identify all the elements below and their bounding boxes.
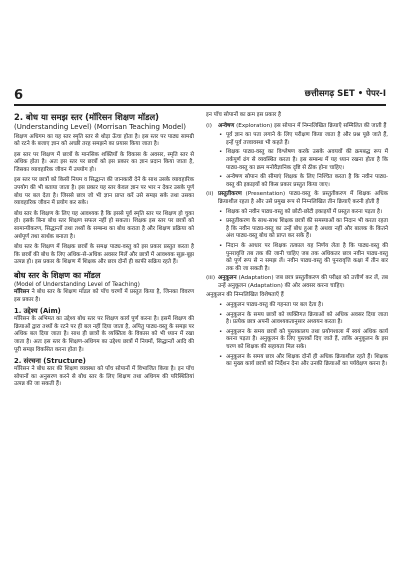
section-heading-model: बोध स्तर के शिक्षण का मॉडल <box>14 271 101 280</box>
paragraph: इन पाँच सोपानों का क्रम इस प्रकार है <box>206 112 281 118</box>
paragraph-text: ने बोध स्तर के शिक्षण मॉडल को पाँच चरणों में प्रस्तुत किया है, जिनका विवरण इस प्रकार है। <box>14 289 194 303</box>
list-item: • अन्वेषण सोपान की सीमाएं शिक्षक के लिए निश्चित करता है कि नवीन पाठ्य-वस्तु की इकाइयों को किस प्रकार प्रस्तुत किया जाए। <box>206 174 388 189</box>
paragraph: इस स्तर पर छात्रों को किसी नियम व सिद्धान्त की जानकारी देने के साथ उसके व्यावहारिक उपयोग की भी बताया जाता है। इस प्रकार यह स्तर केवल ज्ञान पर भार न देकर उसके पूर्ण बोध पर बल देता है। जिससे छात्र जो भी ज्ञान प्राप्त करें उसे समझ सके तथा उसका व्यावहारिक जीवन में प्रयोग कर सके। <box>14 177 194 207</box>
subheading-aim: 1. उद्देश्य (Aim) <box>14 307 61 316</box>
list-item: • प्रस्तुतीकरण के साथ-साथ शिक्षक छात्रों की समस्याओं का निदान भी करता रहता है कि नवीन पाठ्य-वस्तु का उन्हें बोध हुआ है अथवा नहीं और बालक के कितने अंश पाठ्य-वस्तु बोध को प्राप्त कर सके हैं। <box>206 218 388 241</box>
paragraph: बोध स्तर के शिक्षण में शिक्षक छात्रों के समक्ष पाठ्य-वस्तु को इस प्रकार प्रस्तुत करता है कि छात्रों की बोध के लिए अधिक-से-अधिक अवसर मिलें और छात्रों में आवश्यक सूझ-बूझ उत्पन्न हो। इस प्रकार के शिक्षण में शिक्षक और छात्र दोनों ही काफी सक्रिय रहते हैं। <box>14 244 194 266</box>
list-item: • अनुकूलन के समय छात्र और शिक्षक दोनों ही अधिक क्रियाशील रहते हैं। शिक्षक का मुख्य कार्य छात्रों को निर्देशन देना और उनकी क्रियाओं का पर्यवेक्षण करना है। <box>206 354 388 369</box>
paragraph-lead: मॉरिसन <box>14 289 30 295</box>
list-item: • अनुकूलन के समय छात्रों को पुस्तकालय तथा प्रयोगशाला में स्वयं अधिक कार्य करना पड़ता है। अनुकूलन के लिए पुस्तकों दिए जाते हैं, ताकि अनुकूलन के इस चरण को शिक्षक की सहायता मिल सके। <box>206 329 388 352</box>
running-head: छत्तीसगढ़ SET • पेपर-I <box>304 89 386 99</box>
list-item: • शिक्षक को नवीन पाठ्य-वस्तु को छोटी-छोटी इकाइयों में प्रस्तुत करना पड़ता है। <box>206 209 388 217</box>
section-subheading-understanding: (Understanding Level) (Morrisan Teaching Model) <box>14 122 186 131</box>
section-heading-understanding: 2. बोध या समझ स्तर (मॉरिसन शिक्षण मॉडल) <box>14 112 160 122</box>
list-item: • अनुकूलन पाठ्य-वस्तु की गहनता पर बल देता है। <box>206 302 388 310</box>
step-title: प्रस्तुतीकरण <box>218 191 242 198</box>
step-marker: (i) <box>206 122 212 129</box>
step-text: (Exploration) इस सोपान में निम्नलिखित क्रियाएँ सम्मिलित की जाती हैं <box>234 122 387 129</box>
paragraph <box>14 289 194 304</box>
step-title: अन्वेषण <box>218 122 235 129</box>
paragraph: मॉरिसन के अभिमत का उद्देश्य बोध स्तर पर शिक्षण कार्य पूर्ण करना है। इसमें शिक्षण की क्रियाओं द्वारा तथ्यों के रटने पर ही बल नहीं दिया जाता है, अपितु पाठ्य-वस्तु के समझ पर अधिक बल दिया जाता है। साथ ही छात्रों के व्यक्तित्व के विकास को भी ध्यान में रखा जाता है। अतः इस स्तर के शिक्षण-अधिगम का उद्देश्य छात्रों में नियमों, सिद्धान्तों आदि की पूरी समझ विकसित करना होता है। <box>14 316 194 353</box>
list-item: • शिक्षक पाठ्य-वस्तु का विश्लेषण करके उसके अवयवों की क्रमबद्ध रूप में तर्कपूर्ण ढंग से व्यवस्थित करता है। इस सम्बन्ध में यह ध्यान रखना होता है कि पाठ्य-वस्तु का क्रम मनोवैज्ञानिक दृष्टि से ठीक होना चाहिए। <box>206 149 388 172</box>
step-title: अनुकूलन <box>218 275 237 282</box>
left-column <box>14 112 194 392</box>
step-adaptation <box>206 275 388 290</box>
step-exploration <box>206 123 388 131</box>
section-subheading-model: (Model of Understanding Level of Teaching) <box>14 282 140 288</box>
features-lead: अनुकूलन की निम्नलिखित विशेषताएँ हैं <box>206 292 284 299</box>
right-column <box>206 112 388 371</box>
list-item: • निदान के आधार पर शिक्षक तत्काल यह निर्णय लेता है कि पाठ्य-वस्तु की पुनरावृत्ति तब तक की जानी चाहिए जब तक अधिकतर छात्र नवीन पाठ्य-वस्तु को पूर्ण रूप से न समझ लें। नवीन पाठ्य-वस्तु की पुनरावृत्ति कक्षा में तीन बार तक की जा सकती है। <box>206 243 388 273</box>
list-item: • अनुकूलन के समय छात्रों को व्यक्तिगत क्रियाओं को अधिक अवसर दिया जाता है। प्रत्येक छात्र अपनी आवश्यकतानुसार अध्ययन करता है। <box>206 312 388 327</box>
page-number: 6 <box>14 88 24 103</box>
paragraph: मॉरिसन ने बोध स्तर की शिक्षण व्यवस्था को पाँच सोपानों में विभाजित किया है। इन पाँच सोपानों का अनुसरण करने से बोध स्तर के लिए शिक्षण तथा अधिगम की परिस्थितियां उत्पन्न की जा सकती हैं। <box>14 366 194 388</box>
list-item: • पूर्व ज्ञान का पता लगाने के लिए परीक्षण किया जाता है और प्रश्न पूछे जाते हैं, इन्हें पूर्व तत्त्वावस्था भी कहते हैं। <box>206 132 388 147</box>
step-marker: (iii) <box>206 275 216 282</box>
step-text: (Adaptation) जब छात्र प्रस्तुतीकरण की परीक्षा को उत्तीर्ण कर लें, तब उन्हें अनुकूलन (Adaptation) की ओर अवसर करना चाहिए। <box>218 275 388 289</box>
step-presentation <box>206 191 388 206</box>
header-rule <box>14 104 386 106</box>
step-marker: (ii) <box>206 191 214 198</box>
paragraph: शिक्षण अधिगम का यह स्तर स्मृति स्तर से थोड़ा ऊँचा होता है। इस स्तर पर पाठ्य सामग्री को रटने के बजाए ज्ञान को अच्छी तरह समझने का प्रयास किया जाता है। <box>14 133 194 148</box>
subheading-structure: 2. संरचना (Structure) <box>14 357 86 366</box>
paragraph: बोध स्तर के शिक्षण के लिए यह आवश्यक है कि इससे पूर्व स्मृति स्तर पर शिक्षण हो चुका हो। इसके बिना बोध स्तर शिक्षण सफल नहीं हो सकता। शिक्षक इस स्तर पर छात्रों को सामान्यीकरण, सिद्धान्तों तथा तथ्यों के सम्बन्ध का बोध कराता है और शिक्षण प्रक्रिया को अर्थपूर्ण तथा सार्थक बनाता है। <box>14 210 194 240</box>
step-text: (Presentation) पाठ्य-वस्तु के प्रस्तुतीकरण में शिक्षक अधिक क्रियाशील रहता है और उसे प्रमुख रूप से निम्नलिखित तीन क्रियाएँ करनी होती हैं <box>218 191 388 205</box>
paragraph: इस स्तर पर शिक्षण में छात्रों के मानसिक शक्तियों के विकास के अवसर, स्मृति स्तर से अधिक होता है। अतः इस स्तर पर छात्रों को इस प्रकार का ज्ञान प्रदान किया जाता है, जिसका व्यावहारिक जीवन में उपयोग हो। <box>14 151 194 173</box>
